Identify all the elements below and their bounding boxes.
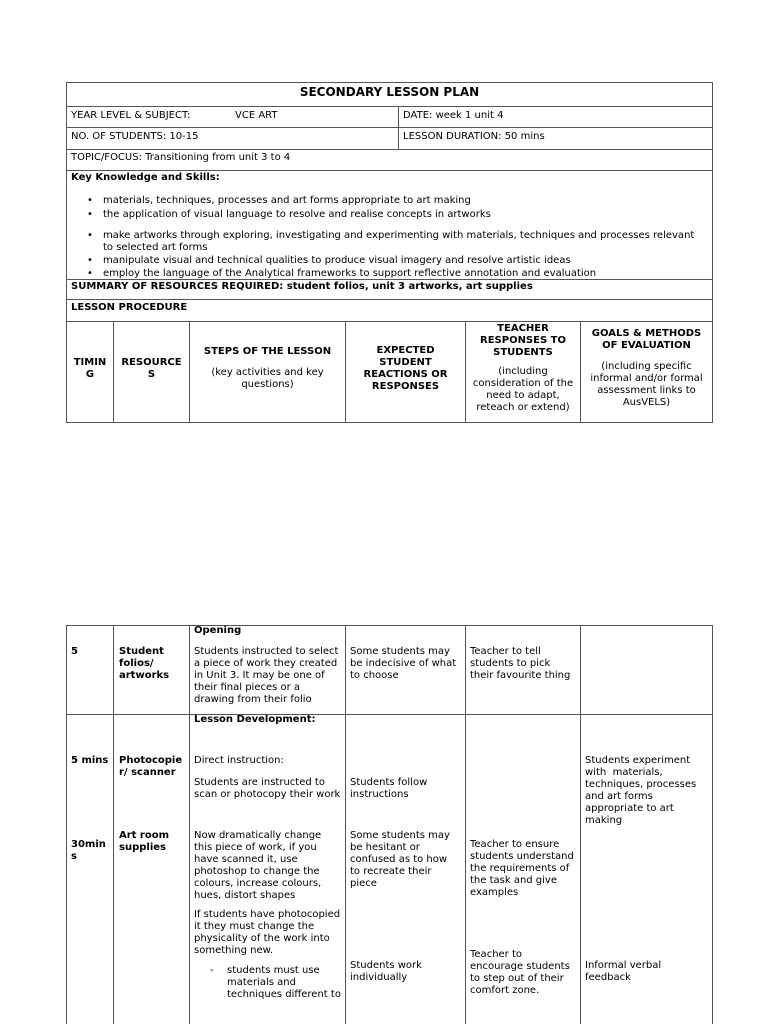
rule: [66, 625, 713, 626]
list-item: • the application of visual language to resolve and realise concepts in artworks: [73, 209, 693, 221]
rule: [345, 625, 346, 1024]
col-goals-title: GOALS & METHODS OF EVALUATION: [591, 328, 702, 351]
col-goals-sub: (including specific informal and/or formal assessment links to AusVELS): [590, 361, 703, 408]
topic-field: TOPIC/FOCUS: Transitioning from unit 3 to 4: [71, 152, 291, 163]
rule: [66, 321, 713, 322]
opening-step: Students instructed to select a piece of work they created in Unit 3. It may be one of their final pieces or a drawing from their folio: [194, 646, 339, 705]
col-timing: TIMIN G: [73, 357, 107, 380]
list-item: • materials, techniques, processes and art forms appropriate to art making: [73, 195, 693, 207]
col-teacher-sub: (including consideration of the need to adapt, reteach or extend): [472, 366, 574, 413]
col-resources: RESOURCE S: [121, 357, 182, 380]
rule: [398, 106, 399, 149]
rule: [66, 149, 713, 150]
year-level-value: VCE ART: [235, 110, 278, 121]
development-step-3: If students have photocopied it they must change the physicality of the work into something new.: [194, 909, 341, 956]
rule: [66, 422, 713, 423]
col-steps-sub: (key activities and key questions): [211, 367, 324, 390]
rule: [66, 82, 713, 83]
rule: [465, 625, 466, 1024]
development-teacher-3: Teacher to encourage students to step out of their comfort zone.: [470, 949, 570, 996]
col-expected: EXPECTED STUDENT REACTIONS OR RESPONSES: [363, 345, 448, 392]
opening-teacher: Teacher to tell students to pick their favourite thing: [470, 646, 571, 681]
rule: [66, 170, 713, 171]
rule: [580, 625, 581, 1024]
page-title: SECONDARY LESSON PLAN: [299, 85, 480, 99]
development-timing-1: 5 mins: [71, 755, 109, 766]
development-teacher-2: Teacher to ensure students understand the requirements of the task and give examples: [470, 839, 574, 898]
rule: [66, 625, 67, 1024]
procedure-heading: LESSON PROCEDURE: [71, 302, 188, 313]
rule: [66, 106, 713, 107]
development-step-4: students must use materials and techniques different to: [227, 965, 341, 1000]
col-teacher-title: TEACHER RESPONSES TO STUDENTS: [480, 323, 566, 358]
rule: [712, 82, 713, 423]
duration-field: LESSON DURATION: 50 mins: [403, 131, 545, 142]
list-item: • make artworks through exploring, investigating and experimenting with materials, techniques and processes relevant to selected art forms: [73, 230, 705, 254]
key-knowledge-list-2: [73, 230, 705, 280]
list-item: • employ the language of the Analytical frameworks to support reflective annotation and evaluation: [73, 268, 705, 280]
development-goals-1: Students experiment with materials, techniques, processes and art forms appropriate to art making: [585, 755, 697, 826]
key-knowledge-heading: Key Knowledge and Skills:: [71, 172, 220, 183]
list-item: • manipulate visual and technical qualities to produce visual imagery and resolve artistic ideas: [73, 255, 705, 267]
key-knowledge-list-1: [73, 195, 693, 221]
rule: [66, 299, 713, 300]
development-expected-3: Students work individually: [350, 960, 422, 983]
development-resources-2: Art room supplies: [119, 830, 170, 853]
development-expected-2: Some students may be hesitant or confused as to how to recreate their piece: [350, 830, 450, 889]
development-goals-3: Informal verbal feedback: [585, 960, 662, 983]
rule: [66, 714, 713, 715]
col-steps-title: STEPS OF THE LESSON: [203, 346, 332, 357]
date-field: DATE: week 1 unit 4: [403, 110, 504, 121]
development-step-1b: Students are instructed to scan or photocopy their work: [194, 777, 341, 800]
rule: [712, 625, 713, 1024]
development-expected-1: Students follow instructions: [350, 777, 428, 800]
resources-summary: SUMMARY OF RESOURCES REQUIRED: student folios, unit 3 artworks, art supplies: [71, 281, 533, 292]
opening-timing: 5: [71, 646, 78, 657]
students-field: NO. OF STUDENTS: 10-15: [71, 131, 199, 142]
development-step-1a: Direct instruction:: [194, 755, 284, 766]
rule: [66, 127, 713, 128]
rule: [189, 625, 190, 1024]
opening-heading: Opening: [194, 625, 242, 636]
development-step-2: Now dramatically change this piece of work, if you have scanned it, use photoshop to change the colours, increase colours, hues, distort shapes: [194, 830, 322, 901]
development-heading: Lesson Development:: [194, 714, 316, 725]
development-resources-1: Photocopie r/ scanner: [119, 755, 183, 778]
opening-resources: Student folios/ artworks: [119, 646, 170, 681]
opening-expected: Some students may be indecisive of what to choose: [350, 646, 457, 681]
rule: [113, 625, 114, 1024]
dash-bullet: -: [210, 965, 214, 976]
year-level-label: YEAR LEVEL & SUBJECT:: [71, 110, 191, 121]
development-timing-2: 30min s: [71, 839, 106, 862]
